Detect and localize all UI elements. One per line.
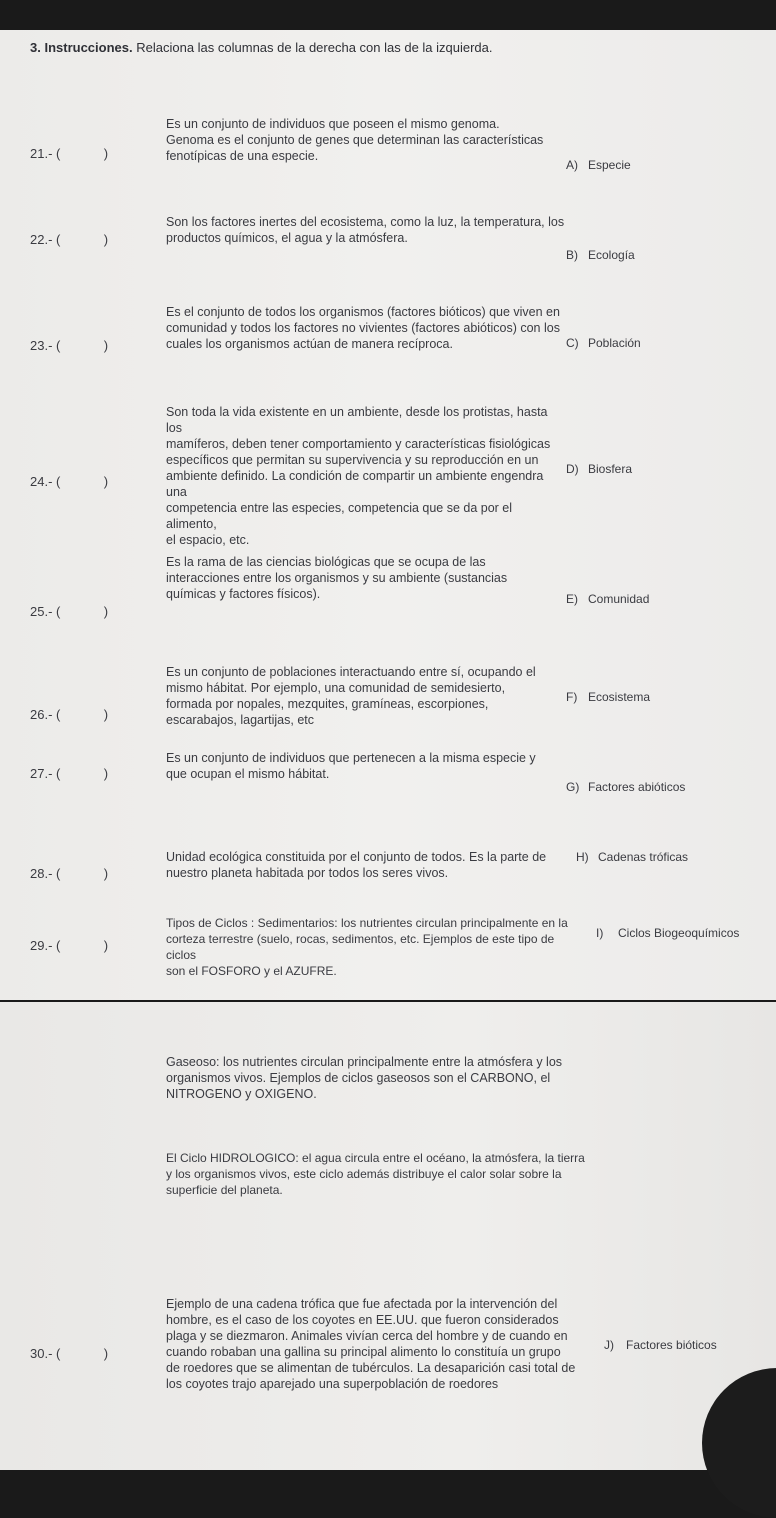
answer-blank-30[interactable]: ( ) xyxy=(56,1346,109,1361)
answer-blank-25[interactable]: ( ) xyxy=(56,604,109,619)
answer-blank-24[interactable]: ( ) xyxy=(56,474,109,489)
item-21-description: Es un conjunto de individuos que poseen el mismo genoma. Genoma es el conjunto de genes que determinan las características fenotípicas de una especie. xyxy=(166,117,544,163)
item-30-number: 30.- ( ) xyxy=(30,1346,109,1361)
option-g: G) Factores abióticos xyxy=(566,780,686,794)
item-23-number: 23.- ( ) xyxy=(30,338,109,353)
answer-blank-29[interactable]: ( ) xyxy=(56,938,109,953)
answer-blank-21[interactable]: ( ) xyxy=(56,146,109,161)
item-24-description: Son toda la vida existente en un ambiente, desde los protistas, hasta los mamíferos, deben tener comportamiento y características fisiológicas específicos que permitan su supervivencia y su reproducción en un ambiente definido. La condición de compartir un ambiente engendra una competencia entre las especies, competencia que se da por el alimento, el espacio, etc. xyxy=(166,405,551,547)
item-26-description: Es un conjunto de poblaciones interactuando entre sí, ocupando el mismo hábitat. Por ejemplo, una comunidad de semidesierto, formada por nopales, mezquites, gramíneas, escorpiones, escarabajos, lagartijas, etc xyxy=(166,665,536,727)
instruction-heading xyxy=(30,40,493,55)
option-j: J) Factores bióticos xyxy=(604,1338,717,1352)
gaseous-cycle-text: Gaseoso: los nutrientes circulan principalmente entre la atmósfera y los organismos vivos. Ejemplos de ciclos gaseosos son el CARBONO, el NITROGENO y OXIGENO. xyxy=(166,1055,563,1101)
item-22-number: 22.- ( ) xyxy=(30,232,109,247)
answer-blank-28[interactable]: ( ) xyxy=(56,866,109,881)
item-25-description: Es la rama de las ciencias biológicas que se ocupa de las interacciones entre los organismos y su ambiente (sustancias químicas y factores físicos). xyxy=(166,555,508,601)
item-28-description: Unidad ecológica constituida por el conjunto de todos. Es la parte de nuestro planeta habitada por todos los seres vivos. xyxy=(166,850,547,880)
item-26-number: 26.- ( ) xyxy=(30,707,109,722)
option-h: H) Cadenas tróficas xyxy=(576,850,689,864)
item-23-description: Es el conjunto de todos los organismos (factores bióticos) que viven en comunidad y todos los factores no vivientes (factores abióticos) con los cuales los organismos actúan de manera recíproca. xyxy=(166,305,560,351)
instruction-bold: Instrucciones. xyxy=(44,40,133,55)
option-a: A) Especie xyxy=(566,158,631,172)
option-e: E) Comunidad xyxy=(566,592,650,606)
option-c: C) Población xyxy=(566,336,641,350)
option-b: B) Ecología xyxy=(566,248,635,262)
item-27-number: 27.- ( ) xyxy=(30,766,109,781)
answer-blank-22[interactable]: ( ) xyxy=(56,232,109,247)
answer-blank-27[interactable]: ( ) xyxy=(56,766,109,781)
item-30-description: Ejemplo de una cadena trófica que fue afectada por la intervención del hombre, es el caso de los coyotes en EE.UU. que fueron considerados plaga y se diezmaron. Animales vivían cerca del hombre y de cuando en cuando robaban una gallina su principal alimento lo constituía un grupo de roedores que se alimentan de tubérculos. La desaparición casi total de los coyotes trajo aparejado una superpoblación de roedores xyxy=(166,1297,576,1391)
item-27-description: Es un conjunto de individuos que pertenecen a la misma especie y que ocupan el mismo hábitat. xyxy=(166,751,536,781)
answer-blank-23[interactable]: ( ) xyxy=(56,338,109,353)
item-22-description: Son los factores inertes del ecosistema, como la luz, la temperatura, los productos químicos, el agua y la atmósfera. xyxy=(166,215,565,245)
item-21-number: 21.- ( ) xyxy=(30,146,109,161)
answer-blank-26[interactable]: ( ) xyxy=(56,707,109,722)
item-29-number: 29.- ( ) xyxy=(30,938,109,953)
item-25-number: 25.- ( ) xyxy=(30,604,109,619)
instruction-text: Relaciona las columnas de la derecha con las de la izquierda. xyxy=(136,40,493,55)
hydrologic-cycle-text: El Ciclo HIDROLOGICO: el agua circula entre el océano, la atmósfera, la tierra y los organismos vivos, este ciclo además distribuye el calor solar sobre la superficie del planeta. xyxy=(166,1151,585,1197)
item-29-description: Tipos de Ciclos : Sedimentarios: los nutrientes circulan principalmente en la corteza terrestre (suelo, rocas, sedimentos, etc. Ejemplos de este tipo de ciclos son el FOSFORO y el AZUFRE. xyxy=(166,916,568,978)
item-24-number: 24.- ( ) xyxy=(30,474,109,489)
option-d: D) Biosfera xyxy=(566,462,633,476)
option-f: F) Ecosistema xyxy=(566,690,651,704)
item-28-number: 28.- ( ) xyxy=(30,866,109,881)
instruction-number: 3. xyxy=(30,40,41,55)
option-i: I) Ciclos Biogeoquímicos xyxy=(596,926,740,940)
